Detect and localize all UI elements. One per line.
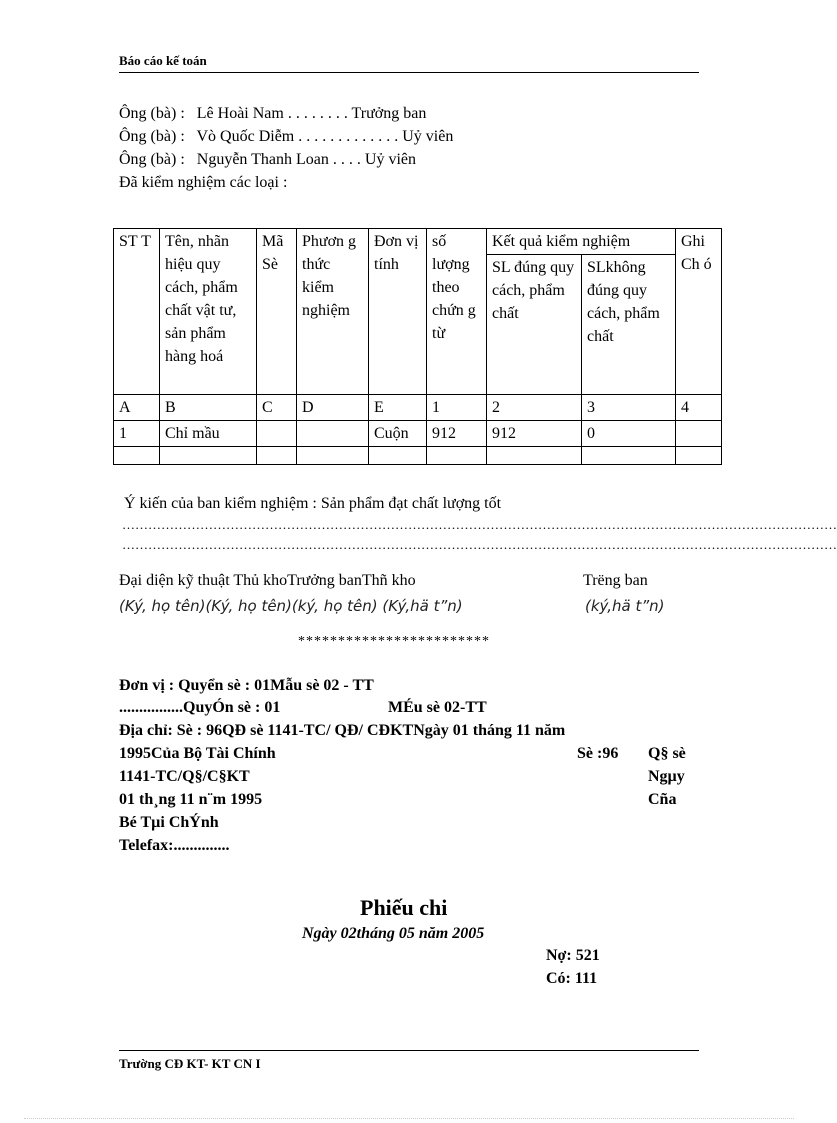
- header-sl-khong-dung: SLkhông đúng quy cách, phẩm chất: [582, 255, 676, 395]
- code-cell: 4: [676, 395, 722, 421]
- table-row: [114, 421, 722, 447]
- voucher-line-7: Bé Tµi ChÝnh: [119, 814, 219, 831]
- code-cell: A: [114, 395, 160, 421]
- code-cell: B: [160, 395, 257, 421]
- table-cell: Chỉ mầu: [160, 421, 257, 447]
- table-cell: [297, 421, 369, 447]
- code-cell: 3: [582, 395, 676, 421]
- table-cell: [676, 447, 722, 465]
- header-sl-dung: SL đúng quy cách, phẩm chất: [487, 255, 582, 395]
- voucher-line-4-right: Q§ sè: [648, 745, 686, 762]
- table-row: [114, 447, 722, 465]
- table-cell: 1: [114, 421, 160, 447]
- table-cell: [427, 447, 487, 465]
- footer-rule: [119, 1050, 699, 1051]
- table-cell: 0: [582, 421, 676, 447]
- page-bottom-border: [24, 1118, 794, 1119]
- member-label: Ông (bà) :: [119, 151, 185, 168]
- voucher-line-5-left: 1141-TC/Q§/C§KT: [119, 768, 250, 785]
- table-cell: 912: [487, 421, 582, 447]
- signature-notes: (Ký, họ tên)(Ký, họ tên)(ký, họ tên) (Ký,hä t”n): [119, 597, 463, 615]
- header-phuong-thuc: Phươn g thức kiểm nghiệm: [297, 229, 369, 395]
- code-cell: E: [369, 395, 427, 421]
- signature-note-right: (ký,hä t”n): [585, 597, 665, 615]
- table-cell: [160, 447, 257, 465]
- member-entry: Vò Quốc Diễm . . . . . . . . . . . . . Uỷ viên: [196, 128, 454, 145]
- table-cell: 912: [427, 421, 487, 447]
- header-ket-qua: Kết quả kiểm nghiệm: [487, 229, 676, 255]
- table-cell: [676, 421, 722, 447]
- member-label: Ông (bà) :: [119, 105, 185, 122]
- table-header-row: [114, 229, 722, 255]
- voucher-line-2-left: ................QuyÓn sè : 01: [119, 699, 281, 716]
- voucher-date: Ngày 02tháng 05 năm 2005: [302, 925, 485, 942]
- voucher-line-2-right: MÉu sè 02-TT: [388, 699, 487, 716]
- member-label: Ông (bà) :: [119, 128, 185, 145]
- signature-role-right: Trëng ban: [583, 572, 648, 589]
- voucher-co: Có: 111: [546, 970, 598, 987]
- table-cell: [257, 421, 297, 447]
- table-code-row: [114, 395, 722, 421]
- inspection-table: [113, 228, 722, 465]
- voucher-line-3: Địa chỉ: Sè : 96QĐ sè 1141-TC/ QĐ/ CĐKTNgày 01 tháng 11 năm: [119, 722, 566, 739]
- voucher-title: Phiếu chi: [360, 895, 448, 920]
- member-2: [119, 128, 453, 146]
- signature-roles: Đại diện kỹ thuật Thủ khoTrưởng banThñ kho: [119, 572, 416, 589]
- opinion-text: Ý kiến của ban kiểm nghiệm : Sản phẩm đạt chất lượng tốt: [124, 495, 502, 512]
- header-so-luong: số lượng theo chứn g từ: [427, 229, 487, 395]
- dotted-line-2: …………………………………………………………………………………………………………………………………………………: [122, 537, 837, 552]
- page-footer: Trường CĐ KT- KT CN I: [119, 1056, 261, 1071]
- voucher-line-4-left: 1995Của Bộ Tài Chính: [119, 745, 276, 762]
- member-entry: Nguyễn Thanh Loan . . . . Uỷ viên: [196, 151, 416, 168]
- table-cell: [297, 447, 369, 465]
- separator-stars: ************************: [298, 634, 490, 649]
- voucher-line-6-left: 01 th¸ng 11 n¨m 1995: [119, 791, 263, 808]
- table-cell: [582, 447, 676, 465]
- code-cell: C: [257, 395, 297, 421]
- member-1: [119, 105, 426, 123]
- member-entry: Lê Hoài Nam . . . . . . . . Trưởng ban: [196, 105, 427, 122]
- table-cell: [369, 447, 427, 465]
- voucher-line-1: Đơn vị : Quyển sè : 01Mẫu sè 02 - TT: [119, 677, 374, 694]
- header-stt: ST T: [114, 229, 160, 395]
- code-cell: 2: [487, 395, 582, 421]
- header-rule: [119, 72, 699, 73]
- page-header: Báo cáo kế toán: [119, 53, 207, 68]
- voucher-line-6-right: Cña: [648, 791, 677, 808]
- voucher-telefax: Telefax:..............: [119, 837, 230, 854]
- header-ma: Mã Sè: [257, 229, 297, 395]
- table-cell: [114, 447, 160, 465]
- header-ten: Tên, nhãn hiệu quy cách, phẩm chất vật tư, sản phẩm hàng hoá: [160, 229, 257, 395]
- voucher-no: Nợ: 521: [546, 947, 600, 964]
- code-cell: 1: [427, 395, 487, 421]
- table-cell: [487, 447, 582, 465]
- header-don-vi: Đơn vị tính: [369, 229, 427, 395]
- code-cell: D: [297, 395, 369, 421]
- voucher-line-4-mid: Sè :96: [577, 745, 619, 762]
- dotted-line-1: …………………………………………………………………………………………………………………………………………………: [122, 517, 837, 532]
- table-cell: Cuộn: [369, 421, 427, 447]
- member-3: [119, 151, 416, 169]
- voucher-line-5-right: Ngµy: [648, 768, 685, 785]
- header-ghi-chu: Ghi Ch ó: [676, 229, 722, 395]
- intro-text: Đã kiểm nghiệm các loại :: [119, 174, 288, 191]
- table-cell: [257, 447, 297, 465]
